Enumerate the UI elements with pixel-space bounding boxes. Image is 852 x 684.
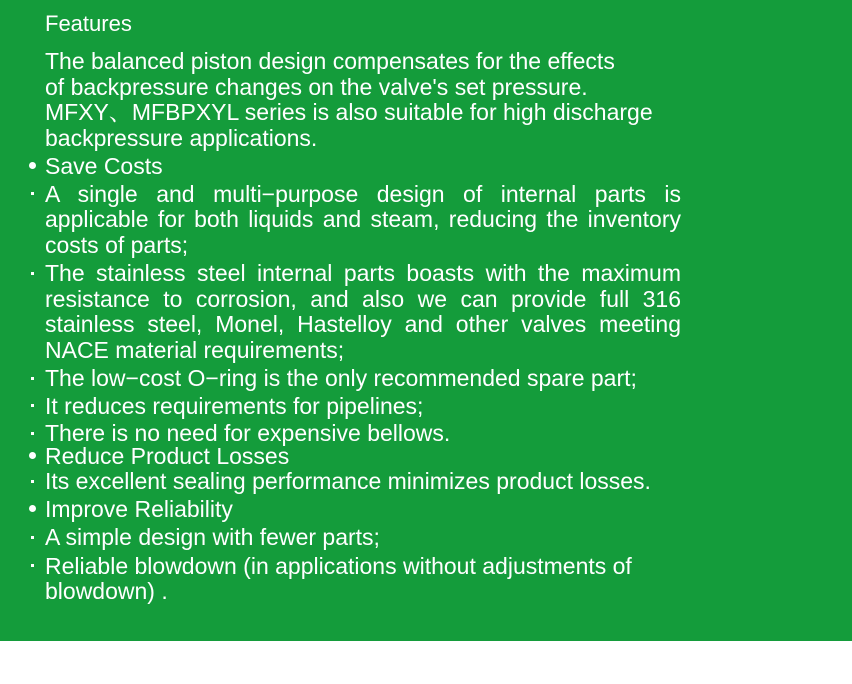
intro-line: The balanced piston design compensates for the effects [45,48,615,74]
list-item [0,525,852,551]
intro-paragraph [45,49,693,151]
features-heading: Features [45,11,132,36]
bullet-square-icon [26,366,38,392]
intro-line: backpressure applications. [45,124,318,151]
list-item [0,554,852,605]
features-list [0,154,852,605]
intro-line: of backpressure changes on the valve's set pressure. [45,73,588,100]
list-item [0,182,852,259]
list-item-text: The low−cost O−ring is the only recommended spare part; [45,365,637,391]
section-save-costs [0,154,852,180]
section-reduce-product-losses [0,444,852,470]
bullet-square-icon [26,182,38,208]
bullet-square-icon [26,525,38,551]
section-improve-reliability [0,497,852,523]
bullet-dot-icon [26,444,38,470]
intro-line: MFXY、MFBPXYL series is also suitable for high discharge [45,99,653,125]
list-item-text: The stainless steel internal parts boasts with the maximum resistance to corrosion, and also we can provide full 316 stainless steel, Monel, Hastelloy and other valves meeting NACE material requirements; [45,260,681,363]
section-title: Reduce Product Losses [45,442,290,469]
list-item-text: It reduces requirements for pipelines; [45,392,424,419]
list-item-text: Its excellent sealing performance minimizes product losses. [45,468,651,494]
section-title: Save Costs [45,153,163,179]
bullet-square-icon [26,261,38,287]
list-item [0,261,852,363]
bullet-square-icon [26,469,38,495]
list-item-text: Reliable blowdown (in applications without adjustments of blowdown) . [45,552,632,604]
list-item [0,469,852,495]
list-item [0,366,852,392]
list-item-text: There is no need for expensive bellows. [45,420,451,446]
bullet-square-icon [26,554,38,580]
bullet-dot-icon [26,154,38,180]
bullet-dot-icon [26,497,38,523]
section-title: Improve Reliability [45,495,233,522]
list-item-text: A simple design with fewer parts; [45,524,380,550]
bullet-square-icon [26,394,38,420]
list-item [0,394,852,420]
list-item-text: A single and multi−purpose design of internal parts is applicable for both liquids and steam, reducing the inventory costs of parts; [45,180,681,258]
